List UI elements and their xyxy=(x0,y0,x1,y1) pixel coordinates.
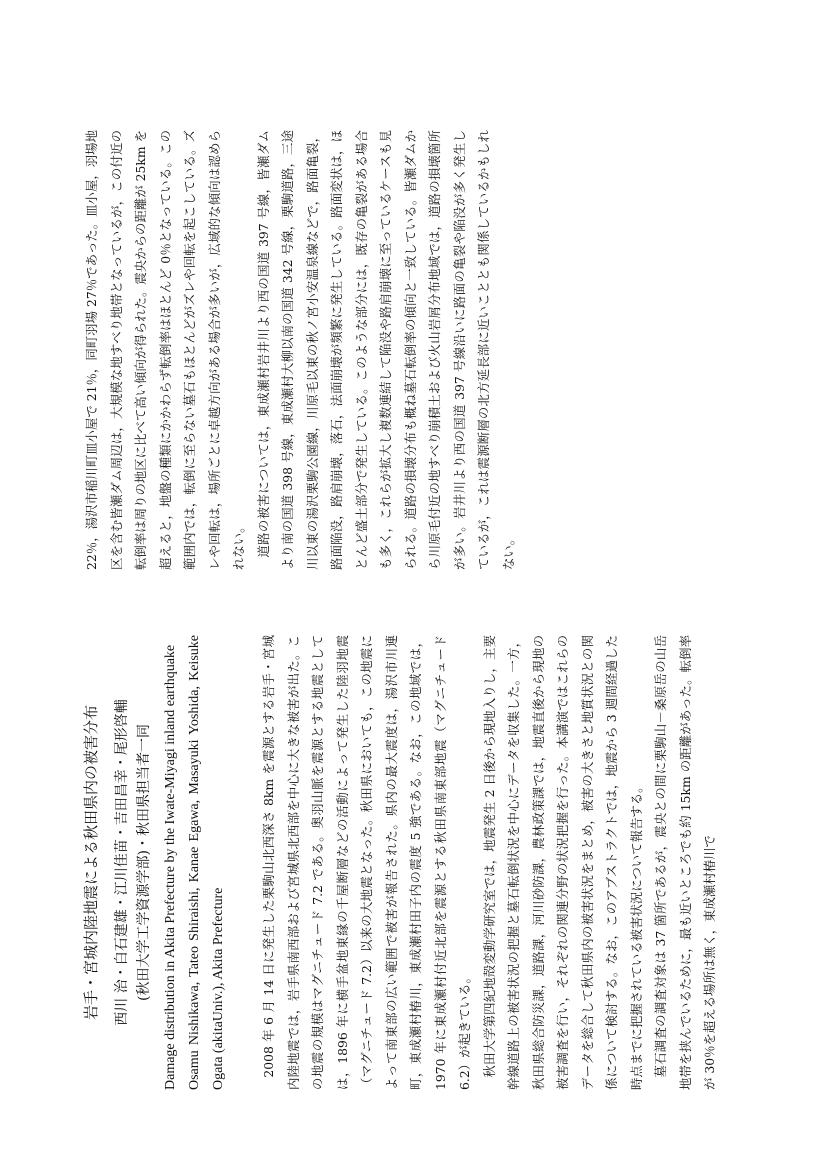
authors-en: Osamu Nishikawa, Tateo Shiraishi, Kanae Egawa, Masayuki Yoshida, Keisuke Ogata (akitaUniv.), Akita Prefecture xyxy=(187,635,226,1090)
title-jp: 岩手・宮城内陸地震による秋田県内の被害分布 xyxy=(82,705,100,1021)
title-en: Damage distribution in Akita Prefecture by the Iwate-Miyagi inland earthquake xyxy=(163,644,178,1090)
paragraph: 2008 年 6 月 14 日に発生した栗駒山北西深さ 8km を震源とする岩手・宮城内陸地震では，岩手県南西部および宮城県北西部を中心に大きな被害が出た。この地震の規模はマグニチュード 7.2 である。奥羽山脈を震源とする地震としては，1896 年に横手盆地東縁の千屋断層などの活動によって発生した陸羽地震（マグニチュード 7.2）以来の大地震となった。秋田県においても，この地震によって南東部の広い範囲で被害が報告された。県内の最大震度は，湯沢市川連町，東成瀬村椿川，東成瀬村田子内の震度 5 強である。なお，この地域では，1970 年に東成瀬村付近北部を震源とする秋田県南東部地震（マグニチュード 6.2）が起きている。 xyxy=(261,635,472,1090)
affiliation-jp: (秋田大学工学資源学部)・秋田県担当者一同 xyxy=(136,724,152,1001)
paragraph: 道路の被害については，東成瀬村岩井川より西の国道 397 号線，皆瀬ダムより南の国道 398 号線，東成瀬村大柳以南の国道 342 号線，栗駒道路，三途川以東の湯沢栗駒公園線，川原毛以東の秋ノ宮小安温泉線などで，路面亀裂，路面陥没，路肩崩壊，落石，法面崩壊が頻繁に発生している。路面変状は，ほとんど盛土部分で発生している。このような部分には，既存の亀裂がある場合も多く，これらが拡大し複数連結して陥没や路肩崩壊に至っているケースも見られる。道路の損壊分布も概ね墓石転倒率の傾向と一致している。皆瀬ダムから川原毛付近の地すべり崩積土および火山岩屑分布地域では，道路の損壊箇所が多い。岩井川より西の国道 397 号線沿いに路面の亀裂や陥没が多く発生しているが，これは震源断層の北方延長部に近いこととも関係しているかもしれない。 xyxy=(255,130,516,570)
right-column xyxy=(80,130,760,570)
paragraph: 墓石調査の調査対象は 37 箇所であるが，震央との間に栗駒山－桑原岳の山岳地帯を挟んでいるために，最も近いところでも約 15km の距離があった。転倒率が 30％を超える場所は無く，東成瀬村椿川で xyxy=(653,635,717,1090)
rotated-content xyxy=(80,110,760,1090)
authors-jp: 西川 治・白石建雄・江川佳苗・吉田昌幸・尾形啓輔 xyxy=(114,699,130,1026)
paragraph: 22％，湯沢市稲川町皿小屋で 21％，同町羽場 27％であった。皿小屋，羽場地区を含む皆瀬ダム周辺は，大規模な地すべり地帯となっているが，この付近の転倒率は周りの地区に比べて高い傾向が得られた。震央からの距離が 25km を超えると，地盤の種類にかかわらず転倒率はほとんど 0％となっている。この範囲内では，転倒に至らない墓石もほとんどがズレや回転を起こしている。ズレや回転は，場所ごとに卓越方向がある場合が多いが，広域的な傾向は認められない。 xyxy=(84,130,246,570)
section-gap xyxy=(231,635,257,1090)
paragraph: 秋田大学第四紀地殻変動学研究室では，地震発生 2 日後から現地入りし，主要幹線道路上の被害状況の把握と墓石転倒状況を中心にデータを収集した。一方，秋田県総合防災課，道路課，河川砂防課，農林政策課では，地震直後から現地の被害調査を行い，それぞれの関連分野の状況把握を行った。本講演ではこれらのデータを総合して秋田県内の被害状況をまとめ，被害の大きさと地質状況との関係について検討する。なお，このアブストラクトでは，地震から 3 週間経過した時点までに把握されている被害状況について報告する。 xyxy=(481,635,644,1090)
left-column xyxy=(80,635,760,1090)
